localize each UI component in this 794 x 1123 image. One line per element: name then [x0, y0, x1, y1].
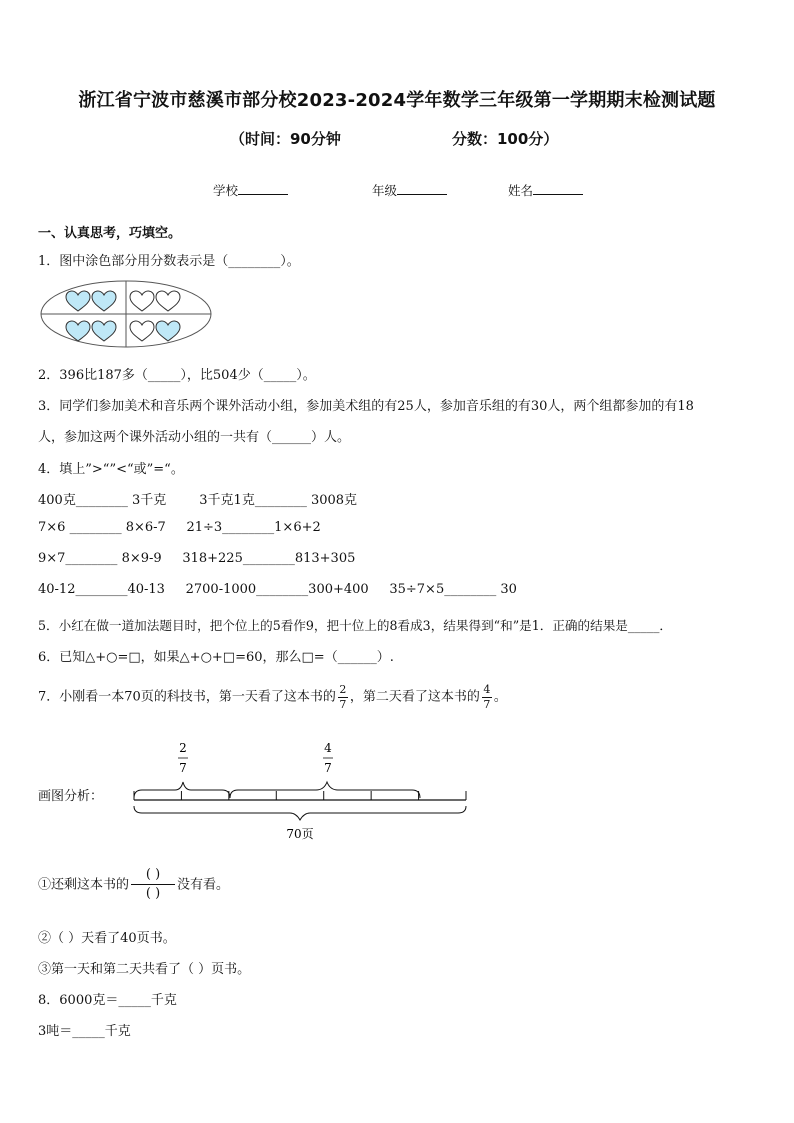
name-blank[interactable] — [533, 182, 583, 195]
circled-one-mark: ① — [38, 877, 52, 893]
name-field[interactable] — [508, 181, 583, 199]
diagram-frac1-num: 2 — [179, 741, 187, 755]
shaded-heart — [92, 321, 116, 341]
question-2: 2．396比187多（_____），比504少（_____）。 — [38, 368, 316, 383]
brace-total — [134, 806, 466, 820]
line-segment-diagram — [126, 738, 476, 848]
diagram-label: 画图分析： — [38, 789, 104, 804]
answer-fraction-blank[interactable]: $\frac{( )}{( )}$ — [131, 868, 175, 902]
exam-time: （时间：90分钟 — [230, 130, 341, 148]
shaded-heart — [156, 321, 180, 341]
page-title: 浙江省宁波市慈溪市部分校2023-2024学年数学三年级第一学期期末检测试题 — [78, 90, 716, 111]
question-4-row: 7×6 ________ 8×6-7 21÷3________1×6+2 — [38, 520, 321, 535]
question-3-line1: 3．同学们参加美术和音乐两个课外活动小组，参加美术组的有25人，参加音乐组的有30人，两个组都参加的有18 — [38, 399, 694, 414]
question-4-row: 9×7________ 8×9-9 318+225________813+305 — [38, 551, 356, 566]
question-7: 7．小刚看一本70页的科技书，第一天看了这本书的 $\frac{2}{7}$ ，第二天看了这本书的 $\frac{4}{7}$ 。 — [38, 683, 507, 711]
shaded-heart — [66, 321, 90, 341]
question-8-line1: 8．6000克＝_____千克 — [38, 993, 177, 1008]
brace-day2 — [230, 782, 420, 798]
school-blank[interactable] — [238, 182, 288, 195]
question-7-sub1: ①还剩这本书的 $\frac{( )}{( )}$ 没有看。 — [38, 867, 230, 902]
unshaded-heart — [130, 321, 154, 341]
fraction-two-sevenths: $\frac{2}{7}$ — [339, 683, 347, 711]
section-heading: 一、认真思考，巧填空。 — [38, 226, 182, 241]
grade-label: 年级 — [372, 183, 398, 198]
question-1: 1．图中涂色部分用分数表示是（________）。 — [38, 254, 300, 269]
diagram-frac2-den: 7 — [324, 761, 332, 775]
question-5: 5．小红在做一道加法题目时，把个位上的5看作9，把十位上的8看成3，结果得到“和”是1．正确的结果是_____． — [38, 618, 672, 633]
question-3-line2: 人，参加这两个课外活动小组的一共有（______）人。 — [38, 430, 351, 445]
grade-field[interactable] — [372, 181, 447, 199]
shaded-heart — [66, 291, 90, 311]
exam-score: 分数：100分） — [452, 130, 559, 148]
question-7-text-mid: ，第二天看了这本书的 — [349, 689, 480, 705]
question-7-sub3: ③第一天和第二天共看了（ ）页书。 — [38, 962, 251, 977]
question-7-text: 7．小刚看一本70页的科技书，第一天看了这本书的 — [38, 689, 336, 705]
diagram-frac1-den: 7 — [179, 761, 187, 775]
brace-day1 — [134, 782, 230, 798]
name-label: 姓名 — [508, 183, 534, 198]
diagram-frac2-num: 4 — [324, 741, 332, 755]
school-label: 学校 — [213, 183, 239, 198]
question-4-intro: 4．填上”>“”<“或”=“。 — [38, 462, 184, 477]
unshaded-heart — [156, 291, 180, 311]
diagram-total-label: 70页 — [286, 827, 314, 841]
unshaded-heart — [130, 291, 154, 311]
shaded-heart — [92, 291, 116, 311]
question-6: 6．已知△+○=□，如果△+○+□=60，那么□=（______）. — [38, 650, 394, 665]
circled-two-mark: ② — [38, 931, 52, 946]
school-field[interactable] — [213, 181, 288, 199]
question-8-line2: 3吨＝_____千克 — [38, 1024, 131, 1039]
circled-three-mark: ③ — [38, 962, 52, 977]
hearts-ellipse-figure — [38, 279, 218, 349]
question-7-sub2: ②（ ）天看了40页书。 — [38, 931, 176, 946]
fraction-four-sevenths: $\frac{4}{7}$ — [483, 683, 491, 711]
grade-blank[interactable] — [397, 182, 447, 195]
question-4-row: 40-12________40-13 2700-1000________300+400 35÷7×5________ 30 — [38, 582, 517, 597]
question-4-row: 400克________ 3千克 3千克1克________ 3008克 — [38, 493, 358, 508]
